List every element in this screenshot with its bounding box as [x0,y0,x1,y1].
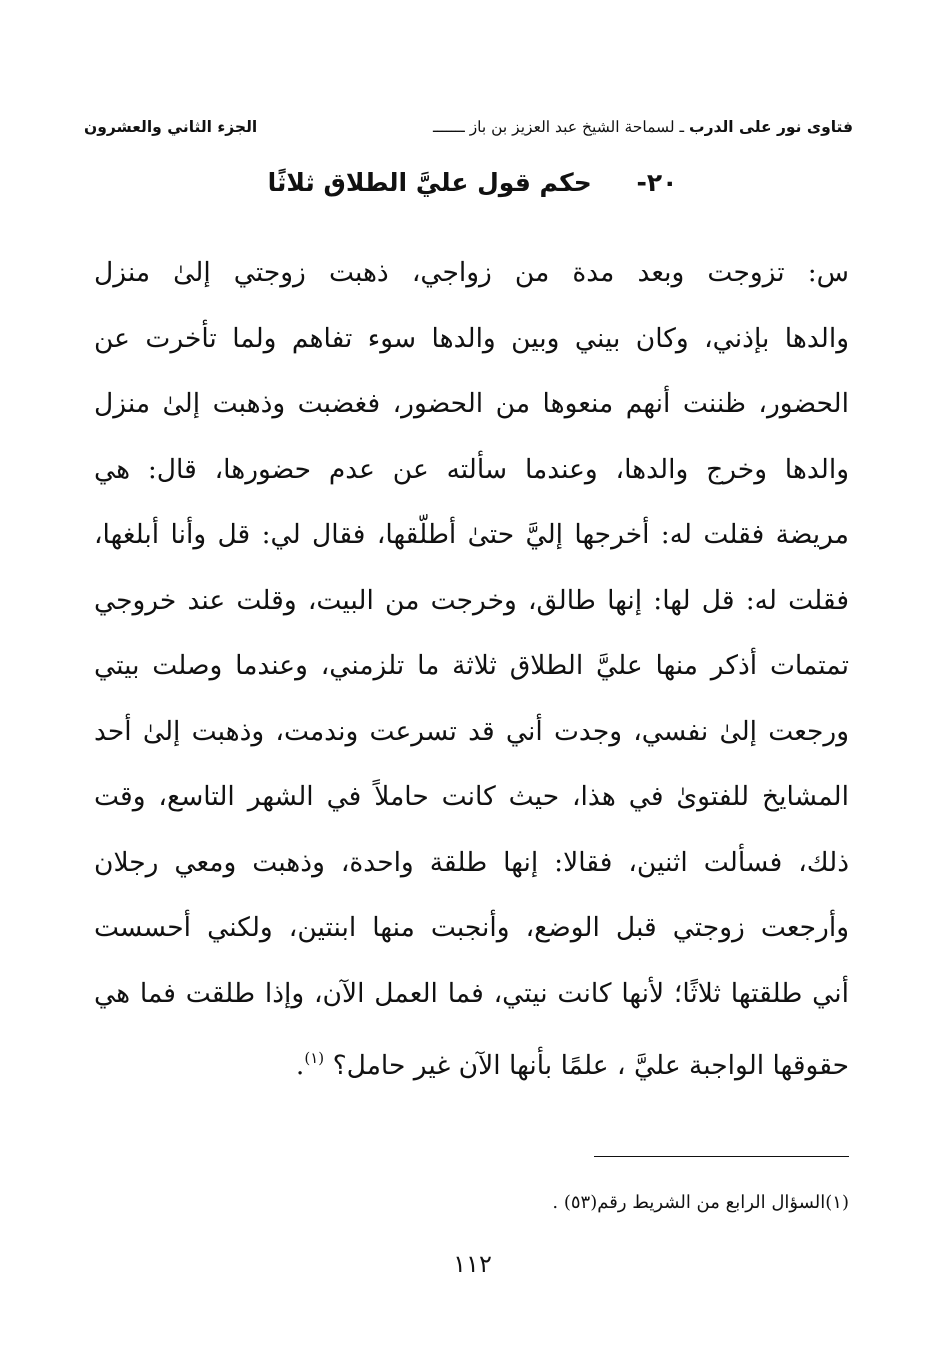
last-text-line [94,1026,849,1092]
header-dash: ـــــــ [432,118,465,136]
book-title: فتاوى نور على الدرب [689,118,853,136]
header-left-group [433,118,853,136]
text-line: والدها بإذني، وكان بيني وبين والدها سوء تفاهم ولما تأخرت عن [94,322,849,354]
text-line: فقلت له: قل لها: إنها طالق، وخرجت من البيت، وقلت عند خروجي [94,584,849,616]
question-text [94,240,849,1092]
chapter-heading [0,168,945,197]
page-number: ١١٢ [453,1250,492,1278]
author-name: لسماحة الشيخ عبد العزيز بن باز [469,118,675,136]
chapter-number: ٢٠- [636,168,678,197]
footnote-divider [594,1156,849,1157]
text-line: الحضور، ظننت أنهم منعوها من الحضور، فغضبت وذهبت إلىٰ منزل [94,388,849,419]
text-line: تمتمات أذكر منها عليَّ الطلاق ثلاثة ما تلزمني، وعندما وصلت بيتي [94,650,849,681]
running-header [84,112,853,142]
text-line: ورجعت إلىٰ نفسي، وجدت أني قد تسرعت وندمت، وذهبت إلىٰ أحد [94,715,849,747]
text-line: وأرجعت زوجتي قبل الوضع، وأنجبت منها ابنتين، ولكني أحسست [94,912,849,943]
text-line: أني طلقتها ثلاثًا؛ لأنها كانت نيتي، فما العمل الآن، وإذا طلقت فما هي [94,977,849,1009]
footnote-reference[interactable]: (١) [304,1049,325,1067]
text-line: والدها وخرج والدها، وعندما سألته عن عدم حضورها، قال: هي [94,453,849,485]
chapter-title: حكم قول عليَّ الطلاق ثلاثًا [267,168,592,197]
text-line: مريضة فقلت له: أخرجها إليَّ حتىٰ أطلّقها، فقال لي: قل وأنا أبلغها، [94,519,849,550]
last-line-text: حقوقها الواجبة عليَّ ، علمًا بأنها الآن غير حامل؟ [332,1050,849,1081]
text-line: المشايخ للفتوىٰ في هذا، حيث كانت حاملاً في الشهر التاسع، وقت [94,781,849,812]
text-line: س: تزوجت وبعد مدة من زواجي، ذهبت زوجتي إلىٰ منزل [94,257,849,288]
header-separator: ـ [679,118,685,136]
footnote: (١)السؤال الرابع من الشريط رقم(٥٣) . [552,1192,849,1213]
last-line-end: . [295,1050,305,1081]
text-line: ذلك، فسألت اثنين، فقالا: إنها طلقة واحدة، وذهبت ومعي رجلان [94,846,849,878]
volume-label: الجزء الثاني والعشرون [84,118,258,136]
